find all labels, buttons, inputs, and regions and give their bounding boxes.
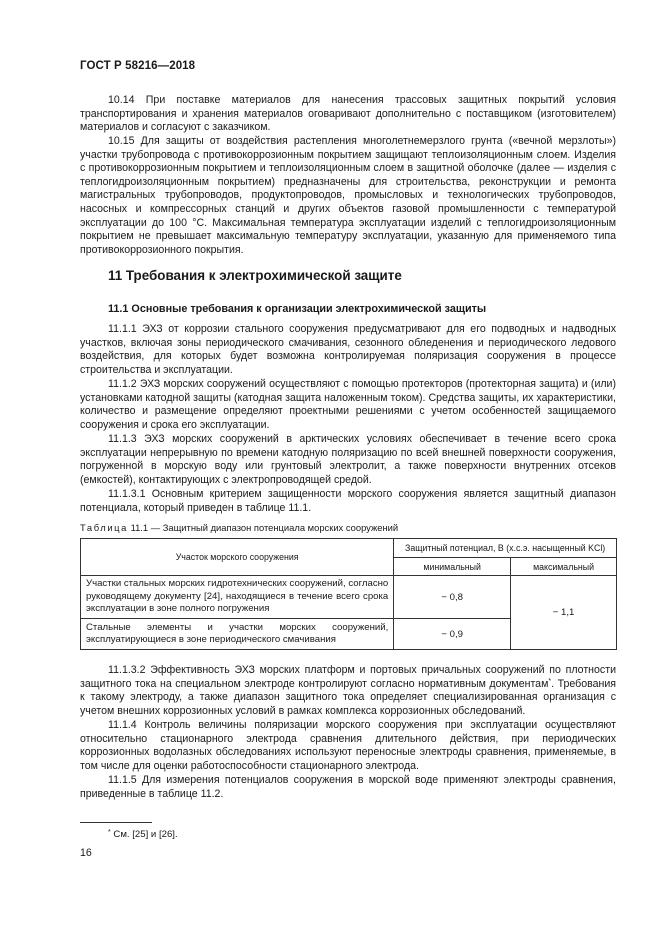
- paragraph-10-15: 10.15 Для защиты от воздействия растепления многолетнемерзлого грунта («вечной мерзлоты») участки трубопровода с противокоррозионным покрытием защищают теплоизоляционным слоем. Изделия с противокоррозионным покрытием и теплоизоляционным слоем в защитной оболочке (далее — изделия с теплогидроизоляционным покрытием) предназначены для строительства, реконструкции и ремонта магистральных трубопроводов, продуктопроводов, промысловых и технологических трубопроводов, насосных и компрессорных станций и других объектов газовой промышленности с температурой эксплуатации до 100 °С. Максимальная температура эксплуатации изделий с теплогидроизоляционным покрытием не превышает максимальную температуру эксплуатации, указанную для применяемого типа противокоррозионного покрытия.: [80, 135, 616, 256]
- footnote-text: См. [25] и [26].: [113, 829, 178, 840]
- row-max-shared: − 1,1: [511, 576, 617, 650]
- table-caption: [80, 522, 398, 533]
- p1-text: 11.1.3.2 Эффективность ЭХЗ морских платформ и портовых причальных сооружений по плотности защитного тока на специальном электроде контролируют согласно нормативным документам: [80, 664, 616, 690]
- row-section: Стальные элементы и участки морских сооружений, эксплуатирующиеся в зоне периодического смачивания: [81, 619, 394, 650]
- potential-table: [80, 538, 617, 650]
- paragraph-10-14: 10.14 При поставке материалов для нанесения трассовых защитных покрытий условия транспортирования и хранения материалов оговаривают дополнительно с поставщиком (изготовителем) материалов и согласуют с заказчиком.: [80, 94, 616, 134]
- header-potential: Защитный потенциал, В (х.с.э. насыщенный KCl): [394, 539, 617, 558]
- table-caption-text: 11.1 — Защитный диапазон потенциала морских сооружений: [130, 522, 399, 533]
- header-min: минимальный: [394, 558, 511, 576]
- document-header: ГОСТ Р 58216—2018: [80, 60, 196, 72]
- page-number: 16: [80, 847, 92, 859]
- paragraph-11-1-1: 11.1.1 ЭХЗ от коррозии стального сооружения предусматривают для его подводных и надводных участков, включая зоны периодического смачивания, сезонного обледенения и периодического ледового воздействия, для которых будет возможна контролируемая поляризация сооружения в процессе строительства и эксплуатации.: [80, 323, 616, 376]
- paragraph-11-1-3: 11.1.3 ЭХЗ морских сооружений в арктических условиях обеспечивает в течение всего срока эксплуатации непрерывную по времени катодную поляризацию по всей внешней поверхности сооружения, погруженной в морскую воду или грунтовый электролит, а также поверхности внутренних отсеков (емкостей), контактирующих с электропроводящей средой.: [80, 433, 616, 486]
- header-max: максимальный: [511, 558, 617, 576]
- header-section: Участок морского сооружения: [81, 539, 394, 576]
- paragraph-11-1-3-1: 11.1.3.1 Основным критерием защищенности морского сооружения является защитный диапазон потенциала, который приведен в таблице 11.1.: [80, 488, 616, 514]
- paragraph-11-1-3-2: [80, 664, 616, 718]
- row-min: − 0,8: [394, 576, 511, 619]
- footnote-mark: *: [108, 829, 111, 836]
- p1-rest: . Требования к такому электроду, а также диапазон защитного тока определяет специализированная организация с учетом внешних коррозионных условий в рамках комплекса коррозионных обследований.: [80, 677, 616, 717]
- table-header-row: [81, 539, 617, 558]
- paragraph-11-1-2: 11.1.2 ЭХЗ морских сооружений осуществляют с помощью протекторов (протекторная защита) и (или) установками катодной защиты (катодная защита наложенным током). Средства защиты, их характеристики, количество и размещение определяют проектными решениями с учетом особенностей защищаемого сооружения и срока его эксплуатации.: [80, 378, 616, 431]
- row-section: Участки стальных морских гидротехнических сооружений, согласно руководящему документу [24], находящиеся в течение всего срока эксплуатации в зоне полного погружения: [81, 576, 394, 619]
- footnote-divider: [80, 822, 152, 823]
- section-heading: 11 Требования к электрохимической защите: [108, 268, 402, 283]
- paragraph-11-1-4: 11.1.4 Контроль величины поляризации морского сооружения при эксплуатации осуществляют относительно стационарного электрода сравнения длительного действия, при периодических коррозионных водолазных обследованиях используют переносные электроды сравнения, применяемые, в том числе для оценки работоспособности стационарного электрода.: [80, 719, 616, 772]
- subsection-heading: 11.1 Основные требования к организации электрохимической защиты: [108, 303, 487, 315]
- row-min: − 0,9: [394, 619, 511, 650]
- table-row: [81, 576, 617, 619]
- paragraph-11-1-5: 11.1.5 Для измерения потенциалов сооружения в морской воде применяют электроды сравнения, приведенные в таблице 11.2.: [80, 774, 616, 800]
- footnote: [108, 829, 178, 840]
- table-caption-prefix: Таблица: [80, 522, 128, 533]
- footnote-ref: *: [548, 677, 552, 685]
